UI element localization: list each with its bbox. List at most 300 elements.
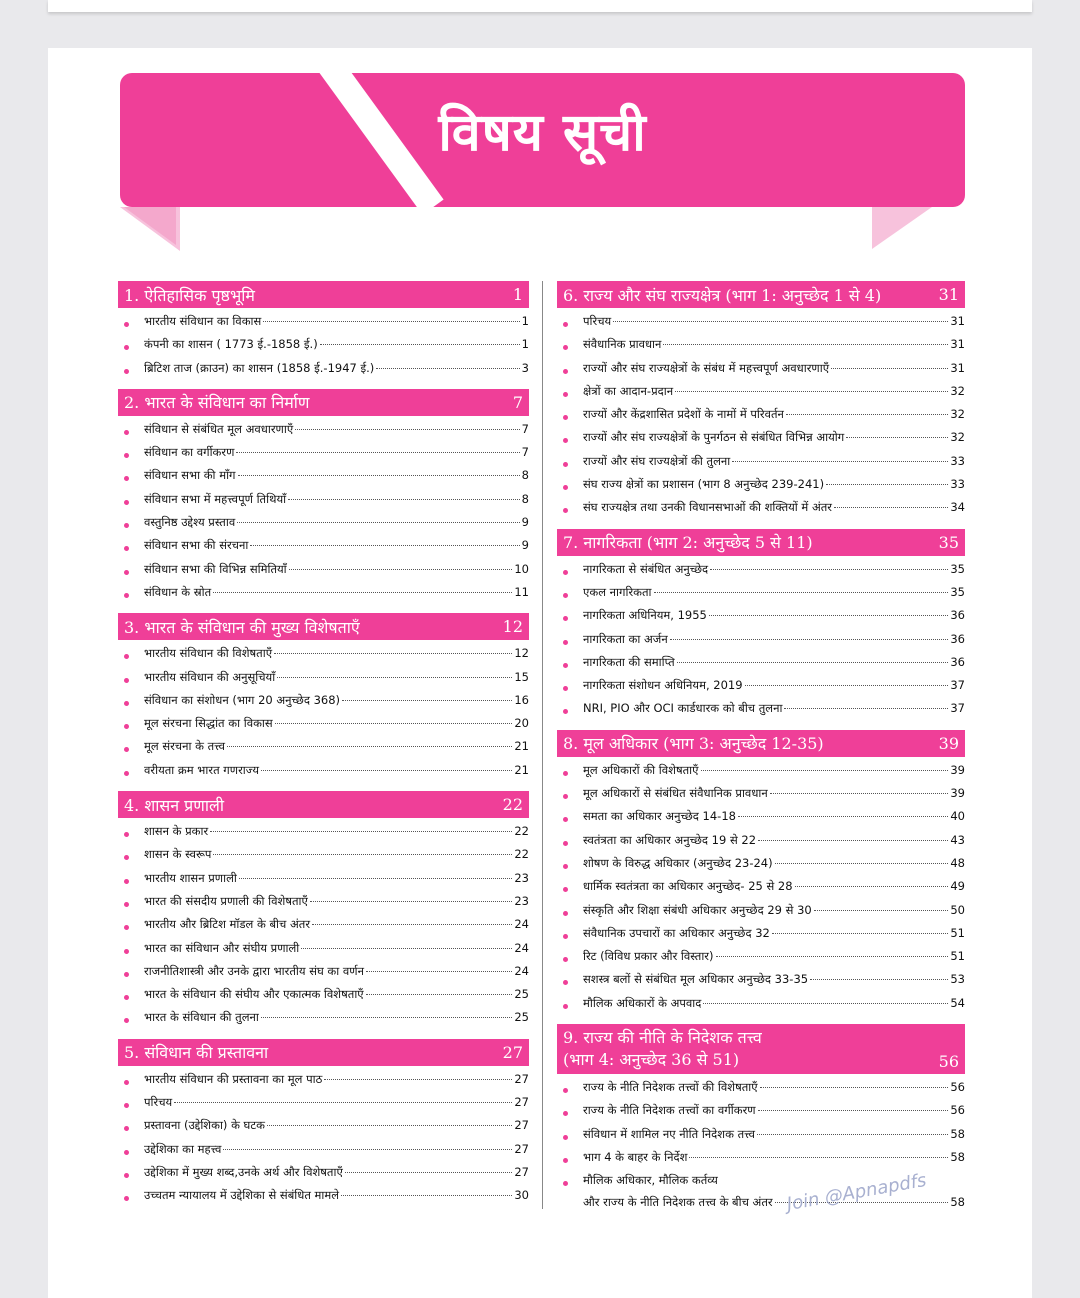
dot-leader bbox=[826, 484, 948, 485]
dot-leader bbox=[814, 910, 949, 911]
dot-leader bbox=[324, 1079, 512, 1080]
toc-entry bbox=[557, 337, 965, 360]
toc-entry bbox=[557, 562, 965, 585]
entry-page-number: 21 bbox=[514, 762, 529, 777]
section-title: 5. संविधान की प्रस्तावना bbox=[124, 1043, 269, 1063]
toc-entry bbox=[557, 655, 965, 678]
toc-entry bbox=[118, 1010, 529, 1033]
entry-title: एकल नागरिकता bbox=[583, 584, 652, 599]
entry-page-number: 20 bbox=[514, 716, 529, 731]
toc-entry bbox=[557, 879, 965, 902]
toc-entry bbox=[118, 361, 529, 384]
dot-leader bbox=[366, 971, 512, 972]
toc-left-column bbox=[118, 281, 529, 1217]
entry-title: नागरिकता का अर्जन bbox=[583, 631, 668, 646]
dot-leader bbox=[663, 344, 948, 345]
dot-leader bbox=[295, 429, 519, 430]
entry-page-number: 51 bbox=[950, 949, 965, 964]
entry-page-number: 11 bbox=[514, 584, 529, 599]
dot-leader bbox=[238, 475, 520, 476]
entry-title: स्वतंत्रता का अधिकार अनुच्छेद 19 से 22 bbox=[583, 832, 757, 847]
section-heading bbox=[557, 730, 965, 757]
toc-entry bbox=[118, 716, 529, 739]
entry-title: संविधान का वर्गीकरण bbox=[144, 445, 235, 460]
entry-title: भारतीय संविधान की अनुसूचियाँ bbox=[144, 669, 276, 684]
dot-leader bbox=[786, 414, 948, 415]
entry-page-number: 34 bbox=[950, 500, 965, 515]
entry-title: वरीयता क्रम भारत गणराज्य bbox=[144, 762, 259, 777]
entry-title: शोषण के विरुद्ध अधिकार (अनुच्छेद 23-24) bbox=[583, 855, 773, 870]
toc-entry bbox=[557, 701, 965, 724]
toc-entry bbox=[118, 1142, 529, 1165]
entry-title: राजनीतिशास्त्री और उनके द्वारा भारतीय संघ का वर्णन bbox=[144, 963, 364, 978]
dot-leader bbox=[745, 685, 949, 686]
entry-title: सशस्त्र बलों से संबंधित मूल अधिकार अनुच्छेद 33-35 bbox=[583, 972, 809, 987]
entry-page-number: 31 bbox=[950, 337, 965, 352]
section-title: 3. भारत के संविधान की मुख्य विशेषताएँ bbox=[124, 617, 360, 637]
dot-leader bbox=[670, 639, 949, 640]
dot-leader bbox=[738, 816, 948, 817]
toc-entry bbox=[118, 1188, 529, 1211]
dot-leader bbox=[342, 700, 512, 701]
section-items bbox=[118, 1072, 529, 1212]
section-title: 7. नागरिकता (भाग 2: अनुच्छेद 5 से 11) bbox=[563, 533, 813, 553]
section-items bbox=[557, 314, 965, 524]
entry-title: परिचय bbox=[583, 314, 612, 328]
dot-leader bbox=[701, 770, 949, 771]
toc-entry bbox=[118, 646, 529, 669]
toc-entry bbox=[118, 739, 529, 762]
toc-entry bbox=[557, 1103, 965, 1126]
entry-page-number: 21 bbox=[514, 739, 529, 754]
toc-entry bbox=[557, 1150, 965, 1173]
dot-leader bbox=[795, 886, 949, 887]
section-title: 8. मूल अधिकार (भाग 3: अनुच्छेद 12-35) bbox=[563, 734, 824, 754]
toc-entry bbox=[118, 492, 529, 515]
entry-title: क्षेत्रों का आदान-प्रदान bbox=[583, 383, 674, 398]
entry-title: समता का अधिकार अनुच्छेद 14-18 bbox=[583, 809, 736, 824]
section-heading bbox=[557, 529, 965, 556]
entry-title: मूल अधिकारों से संबंधित संवैधानिक प्रावधान bbox=[583, 786, 768, 801]
entry-page-number: 1 bbox=[521, 337, 529, 352]
entry-page-number: 53 bbox=[950, 972, 965, 987]
dot-leader bbox=[277, 677, 512, 678]
entry-page-number: 36 bbox=[950, 608, 965, 623]
section-page-number: 22 bbox=[502, 795, 523, 815]
entry-title: नागरिकता संशोधन अधिनियम, 2019 bbox=[583, 678, 743, 693]
entry-page-number: 36 bbox=[950, 631, 965, 646]
toc-entry bbox=[557, 926, 965, 949]
section-page-number: 12 bbox=[502, 617, 523, 637]
entry-page-number: 25 bbox=[514, 1010, 529, 1025]
toc-entry bbox=[557, 477, 965, 500]
entry-title: संघ राज्यक्षेत्र तथा उनकी विधानसभाओं की शक्तियों में अंतर bbox=[583, 500, 833, 515]
dot-leader bbox=[758, 1110, 949, 1111]
toc-entry bbox=[118, 964, 529, 987]
entry-page-number: 27 bbox=[514, 1071, 529, 1086]
entry-page-number: 58 bbox=[950, 1195, 965, 1210]
entry-title: मूल अधिकारों की विशेषताएँ bbox=[583, 762, 699, 777]
dot-leader bbox=[227, 746, 512, 747]
toc-entry bbox=[118, 1118, 529, 1141]
section-subtitle: (भाग 4: अनुच्छेद 36 से 51) bbox=[563, 1050, 740, 1070]
section-items bbox=[118, 824, 529, 1034]
entry-title: ब्रिटिश ताज (क्राउन) का शासन (1858 ई.-1947 ई.) bbox=[144, 360, 375, 375]
toc-entry bbox=[118, 562, 529, 585]
entry-page-number: 27 bbox=[514, 1141, 529, 1156]
entry-page-number: 31 bbox=[950, 360, 965, 375]
dot-leader bbox=[784, 708, 948, 709]
dot-leader bbox=[831, 368, 948, 369]
dot-leader bbox=[274, 653, 512, 654]
dot-leader bbox=[366, 994, 513, 995]
toc-entry bbox=[557, 454, 965, 477]
entry-title: भारतीय संविधान का विकास bbox=[144, 314, 262, 328]
dot-leader bbox=[174, 1102, 512, 1103]
ribbon-right bbox=[872, 207, 932, 249]
section-page-number: 39 bbox=[938, 733, 959, 753]
entry-page-number: 7 bbox=[521, 445, 529, 460]
entry-title: वस्तुनिष्ठ उद्देश्य प्रस्ताव bbox=[144, 515, 236, 530]
watermark: Join @Apnapdfs bbox=[785, 1169, 928, 1216]
section-title: 2. भारत के संविधान का निर्माण bbox=[124, 393, 310, 413]
entry-title: संविधान का संशोधन (भाग 20 अनुच्छेद 368) bbox=[144, 692, 341, 707]
toc-entry bbox=[557, 1080, 965, 1103]
dot-leader bbox=[654, 592, 949, 593]
toc-entry bbox=[118, 468, 529, 491]
dot-leader bbox=[732, 461, 948, 462]
dot-leader bbox=[345, 1172, 513, 1173]
toc-entry bbox=[118, 763, 529, 786]
toc-entry bbox=[557, 678, 965, 701]
entry-page-number: 33 bbox=[950, 477, 965, 492]
dot-leader bbox=[213, 592, 512, 593]
entry-title: राज्यों और संघ राज्यक्षेत्रों के संबंध में महत्त्वपूर्ण अवधारणाएँ bbox=[583, 360, 830, 375]
dot-leader bbox=[376, 368, 519, 369]
section-items bbox=[557, 1080, 965, 1217]
dot-leader bbox=[772, 933, 949, 934]
dot-leader bbox=[677, 662, 949, 663]
toc-entry bbox=[118, 871, 529, 894]
toc-entry bbox=[118, 824, 529, 847]
toc-entry bbox=[557, 763, 965, 786]
entry-page-number: 7 bbox=[521, 421, 529, 436]
section-title: 1. ऐतिहासिक पृष्ठभूमि bbox=[124, 285, 255, 305]
dot-leader bbox=[263, 321, 519, 322]
section-title: 6. राज्य और संघ राज्यक्षेत्र (भाग 1: अनुच्छेद 1 से 4) bbox=[563, 285, 882, 305]
entry-title: राज्य के नीति निदेशक तत्त्वों की विशेषताएँ bbox=[583, 1080, 758, 1095]
section-heading bbox=[118, 1039, 529, 1066]
toc-entry bbox=[118, 1095, 529, 1118]
entry-title: भारतीय संविधान की प्रस्तावना का मूल पाठ bbox=[144, 1071, 323, 1086]
dot-leader bbox=[846, 437, 948, 438]
dot-leader bbox=[275, 723, 513, 724]
dot-leader bbox=[236, 452, 519, 453]
title-banner bbox=[120, 73, 965, 207]
toc-entry bbox=[557, 430, 965, 453]
entry-title: संविधान सभा की विभिन्न समितियाँ bbox=[144, 561, 287, 576]
entry-title: प्रस्तावना (उद्देशिका) के घटक bbox=[144, 1118, 265, 1133]
dot-leader bbox=[760, 1087, 949, 1088]
entry-page-number: 22 bbox=[514, 824, 529, 839]
entry-title: राज्य के नीति निदेशक तत्त्वों का वर्गीकरण bbox=[583, 1103, 756, 1118]
toc-entry bbox=[557, 608, 965, 631]
dot-leader bbox=[689, 1157, 948, 1158]
entry-page-number: 32 bbox=[950, 407, 965, 422]
entry-title: भारतीय और ब्रिटिश मॉडल के बीच अंतर bbox=[144, 917, 311, 932]
entry-page-number: 51 bbox=[950, 925, 965, 940]
entry-page-number: 15 bbox=[514, 669, 529, 684]
entry-title: संवैधानिक प्रावधान bbox=[583, 337, 662, 352]
entry-page-number: 39 bbox=[950, 786, 965, 801]
entry-title: भाग 4 के बाहर के निर्देश bbox=[583, 1149, 688, 1164]
entry-page-number: 8 bbox=[521, 468, 529, 483]
toc-entry bbox=[557, 903, 965, 926]
section-heading bbox=[118, 791, 529, 818]
entry-title: रिट (विविध प्रकार और विस्तार) bbox=[583, 949, 714, 964]
section-heading bbox=[118, 389, 529, 416]
toc-entry bbox=[557, 996, 965, 1019]
entry-title: संविधान सभा में महत्त्वपूर्ण तिथियाँ bbox=[144, 491, 287, 506]
entry-page-number: 58 bbox=[950, 1149, 965, 1164]
toc-entry bbox=[557, 314, 965, 337]
entry-title: उद्देशिका में मुख्य शब्द,उनके अर्थ और विशेषताएँ bbox=[144, 1164, 343, 1179]
entry-page-number: 32 bbox=[950, 383, 965, 398]
entry-page-number: 31 bbox=[950, 314, 965, 328]
entry-page-number: 23 bbox=[514, 893, 529, 908]
toc-entry bbox=[557, 407, 965, 430]
toc-entry bbox=[118, 987, 529, 1010]
entry-title: उद्देशिका का महत्त्व bbox=[144, 1141, 222, 1156]
entry-page-number: 23 bbox=[514, 870, 529, 885]
entry-title: संस्कृति और शिक्षा संबंधी अधिकार अनुच्छेद 29 से 30 bbox=[583, 902, 812, 917]
entry-page-number: 49 bbox=[950, 879, 965, 894]
entry-page-number: 9 bbox=[521, 515, 529, 530]
dot-leader bbox=[267, 1125, 512, 1126]
dot-leader bbox=[770, 793, 949, 794]
entry-page-number: 39 bbox=[950, 762, 965, 777]
entry-page-number: 37 bbox=[950, 701, 965, 716]
section-items bbox=[118, 422, 529, 608]
entry-page-number: 35 bbox=[950, 561, 965, 576]
dot-leader bbox=[239, 878, 513, 879]
section-page-number: 31 bbox=[938, 285, 959, 304]
entry-page-number: 56 bbox=[950, 1080, 965, 1095]
toc-entry bbox=[118, 1165, 529, 1188]
dot-leader bbox=[709, 615, 948, 616]
entry-page-number: 36 bbox=[950, 654, 965, 669]
dot-leader bbox=[613, 321, 948, 322]
entry-title: संविधान के स्रोत bbox=[144, 584, 212, 599]
entry-title: संविधान से संबंधित मूल अवधारणाएँ bbox=[144, 421, 294, 436]
entry-page-number: 27 bbox=[514, 1164, 529, 1179]
toc-entry bbox=[557, 384, 965, 407]
toc-entry bbox=[118, 894, 529, 917]
section-items bbox=[118, 314, 529, 384]
entry-title: राज्यों और संघ राज्यक्षेत्रों के पुनर्गठन से संबंधित विभिन्न आयोग bbox=[583, 430, 845, 445]
section-items bbox=[557, 562, 965, 725]
ribbon-left-fill bbox=[124, 207, 176, 245]
entry-title: NRI, PIO और OCI कार्डधारक को बीच तुलना bbox=[583, 701, 783, 716]
entry-title: नागरिकता से संबंधित अनुच्छेद bbox=[583, 561, 709, 576]
section-items bbox=[557, 763, 965, 1019]
entry-title: संवैधानिक उपचारों का अधिकार अनुच्छेद 32 bbox=[583, 925, 770, 940]
toc-entry bbox=[118, 917, 529, 940]
section-title: 9. राज्य की नीति के निदेशक तत्त्व bbox=[563, 1028, 762, 1048]
entry-title: संविधान सभा की संरचना bbox=[144, 538, 249, 553]
toc-entry bbox=[118, 670, 529, 693]
toc-entry bbox=[557, 949, 965, 972]
toc-entry bbox=[557, 833, 965, 856]
toc-entry bbox=[557, 361, 965, 384]
entry-page-number: 24 bbox=[514, 940, 529, 955]
dot-leader bbox=[223, 1149, 512, 1150]
entry-page-number: 56 bbox=[950, 1103, 965, 1118]
entry-title: संविधान में शामिल नए नीति निदेशक तत्त्व bbox=[583, 1126, 755, 1141]
toc-entry bbox=[118, 538, 529, 561]
entry-title: भारत के संविधान की तुलना bbox=[144, 1010, 259, 1025]
section-page-number: 35 bbox=[938, 532, 959, 552]
entry-page-number: 35 bbox=[950, 584, 965, 599]
entry-page-number: 24 bbox=[514, 917, 529, 932]
entry-page-number: 3 bbox=[521, 360, 529, 375]
entry-title: शासन के स्वरूप bbox=[144, 847, 212, 862]
toc-entry bbox=[557, 972, 965, 995]
entry-title: भारतीय शासन प्रणाली bbox=[144, 870, 237, 885]
entry-title: भारत के संविधान की संघीय और एकात्मक विशेषताएँ bbox=[144, 987, 364, 1002]
dot-leader bbox=[237, 522, 519, 523]
dot-leader bbox=[341, 1195, 512, 1196]
entry-page-number: 37 bbox=[950, 678, 965, 693]
entry-page-number: 30 bbox=[514, 1188, 529, 1203]
toc-entry bbox=[557, 585, 965, 608]
toc-entry bbox=[118, 445, 529, 468]
entry-page-number: 22 bbox=[514, 847, 529, 862]
entry-page-number: 8 bbox=[521, 491, 529, 506]
entry-page-number: 12 bbox=[514, 646, 529, 661]
entry-title: राज्यों और केंद्रशासित प्रदेशों के नामों में परिवर्तन bbox=[583, 407, 784, 422]
section-heading bbox=[118, 281, 529, 308]
entry-title: नागरिकता की समाप्ति bbox=[583, 654, 675, 669]
dot-leader bbox=[320, 344, 520, 345]
dot-leader bbox=[758, 840, 948, 841]
entry-page-number: 43 bbox=[950, 832, 965, 847]
entry-title: राज्यों और संघ राज्यक्षेत्रों की तुलना bbox=[583, 453, 731, 468]
dot-leader bbox=[261, 1017, 512, 1018]
entry-page-number: 25 bbox=[514, 987, 529, 1002]
toc-entry bbox=[557, 786, 965, 809]
entry-page-number: 27 bbox=[514, 1095, 529, 1110]
toc-entry bbox=[118, 941, 529, 964]
section-page-number: 7 bbox=[512, 392, 523, 412]
entry-title: संविधान सभा की माँग bbox=[144, 468, 236, 483]
entry-page-number: 24 bbox=[514, 963, 529, 978]
entry-title: भारतीय संविधान की विशेषताएँ bbox=[144, 646, 273, 661]
toc-entry bbox=[557, 1127, 965, 1150]
entry-page-number: 10 bbox=[514, 561, 529, 576]
dot-leader bbox=[288, 499, 520, 500]
dot-leader bbox=[834, 507, 948, 508]
entry-title: शासन के प्रकार bbox=[144, 824, 209, 839]
dot-leader bbox=[757, 1134, 948, 1135]
entry-page-number: 1 bbox=[521, 314, 529, 328]
entry-title: भारत का संविधान और संघीय प्रणाली bbox=[144, 940, 300, 955]
entry-page-number: 50 bbox=[950, 902, 965, 917]
entry-page-number: 27 bbox=[514, 1118, 529, 1133]
entry-page-number: 16 bbox=[514, 692, 529, 707]
section-page-number: 27 bbox=[502, 1042, 523, 1062]
section-heading bbox=[557, 281, 965, 308]
entry-page-number: 58 bbox=[950, 1126, 965, 1141]
previous-page-edge bbox=[48, 0, 1032, 12]
toc-entry bbox=[118, 693, 529, 716]
toc-entry bbox=[557, 632, 965, 655]
dot-leader bbox=[703, 1003, 948, 1004]
toc-entry bbox=[118, 314, 529, 337]
toc-entry bbox=[557, 856, 965, 879]
entry-title: भारत की संसदीय प्रणाली की विशेषताएँ bbox=[144, 893, 308, 908]
entry-title: मौलिक अधिकार, मौलिक कर्तव्य bbox=[583, 1173, 718, 1188]
entry-title: धार्मिक स्वतंत्रता का अधिकार अनुच्छेद- 25 से 28 bbox=[583, 879, 793, 894]
entry-title: परिचय bbox=[144, 1095, 173, 1110]
dot-leader bbox=[210, 831, 512, 832]
toc-entry bbox=[118, 422, 529, 445]
entry-title: उच्चतम न्यायालय में उद्देशिका से संबंधित मामले bbox=[144, 1188, 340, 1203]
toc-entry bbox=[557, 500, 965, 523]
entry-title: मूल संरचना के तत्त्व bbox=[144, 739, 226, 754]
entry-page-number: 9 bbox=[521, 538, 529, 553]
dot-leader bbox=[310, 901, 512, 902]
section-heading bbox=[118, 613, 529, 640]
toc-entry bbox=[557, 809, 965, 832]
section-page-number: 56 bbox=[938, 1052, 959, 1072]
dot-leader bbox=[675, 391, 948, 392]
entry-title: संघ राज्य क्षेत्रों का प्रशासन (भाग 8 अनुच्छेद 239-241) bbox=[583, 477, 825, 492]
entry-title: मूल संरचना सिद्धांत का विकास bbox=[144, 716, 273, 731]
toc-entry bbox=[118, 337, 529, 360]
section-title: 4. शासन प्रणाली bbox=[124, 795, 224, 815]
toc-right-column bbox=[557, 281, 965, 1222]
dot-leader bbox=[301, 948, 512, 949]
entry-line-2 bbox=[583, 1195, 965, 1210]
entry-page-number: 33 bbox=[950, 453, 965, 468]
toc-entry bbox=[118, 515, 529, 538]
entry-page-number: 40 bbox=[950, 809, 965, 824]
entry-title: नागरिकता अधिनियम, 1955 bbox=[583, 608, 707, 623]
entry-title: मौलिक अधिकारों के अपवाद bbox=[583, 995, 702, 1010]
entry-title: कंपनी का शासन ( 1773 ई.-1858 ई.) bbox=[144, 337, 318, 352]
entry-title-continued: और राज्य के नीति निदेशक तत्त्व के बीच अंतर bbox=[583, 1195, 773, 1210]
dot-leader bbox=[775, 863, 949, 864]
dot-leader bbox=[810, 979, 948, 980]
dot-leader bbox=[289, 569, 513, 570]
dot-leader bbox=[250, 545, 519, 546]
section-heading bbox=[557, 1024, 965, 1074]
dot-leader bbox=[261, 770, 512, 771]
dot-leader bbox=[213, 854, 512, 855]
entry-page-number: 48 bbox=[950, 855, 965, 870]
section-items bbox=[118, 646, 529, 786]
entry-page-number: 54 bbox=[950, 995, 965, 1010]
section-page-number: 1 bbox=[512, 285, 523, 304]
toc-entry bbox=[118, 1072, 529, 1095]
column-divider bbox=[542, 281, 543, 1209]
page-title: विषय सूची bbox=[438, 102, 647, 163]
toc-entry bbox=[118, 847, 529, 870]
dot-leader bbox=[710, 569, 948, 570]
dot-leader bbox=[716, 956, 949, 957]
dot-leader bbox=[312, 924, 512, 925]
